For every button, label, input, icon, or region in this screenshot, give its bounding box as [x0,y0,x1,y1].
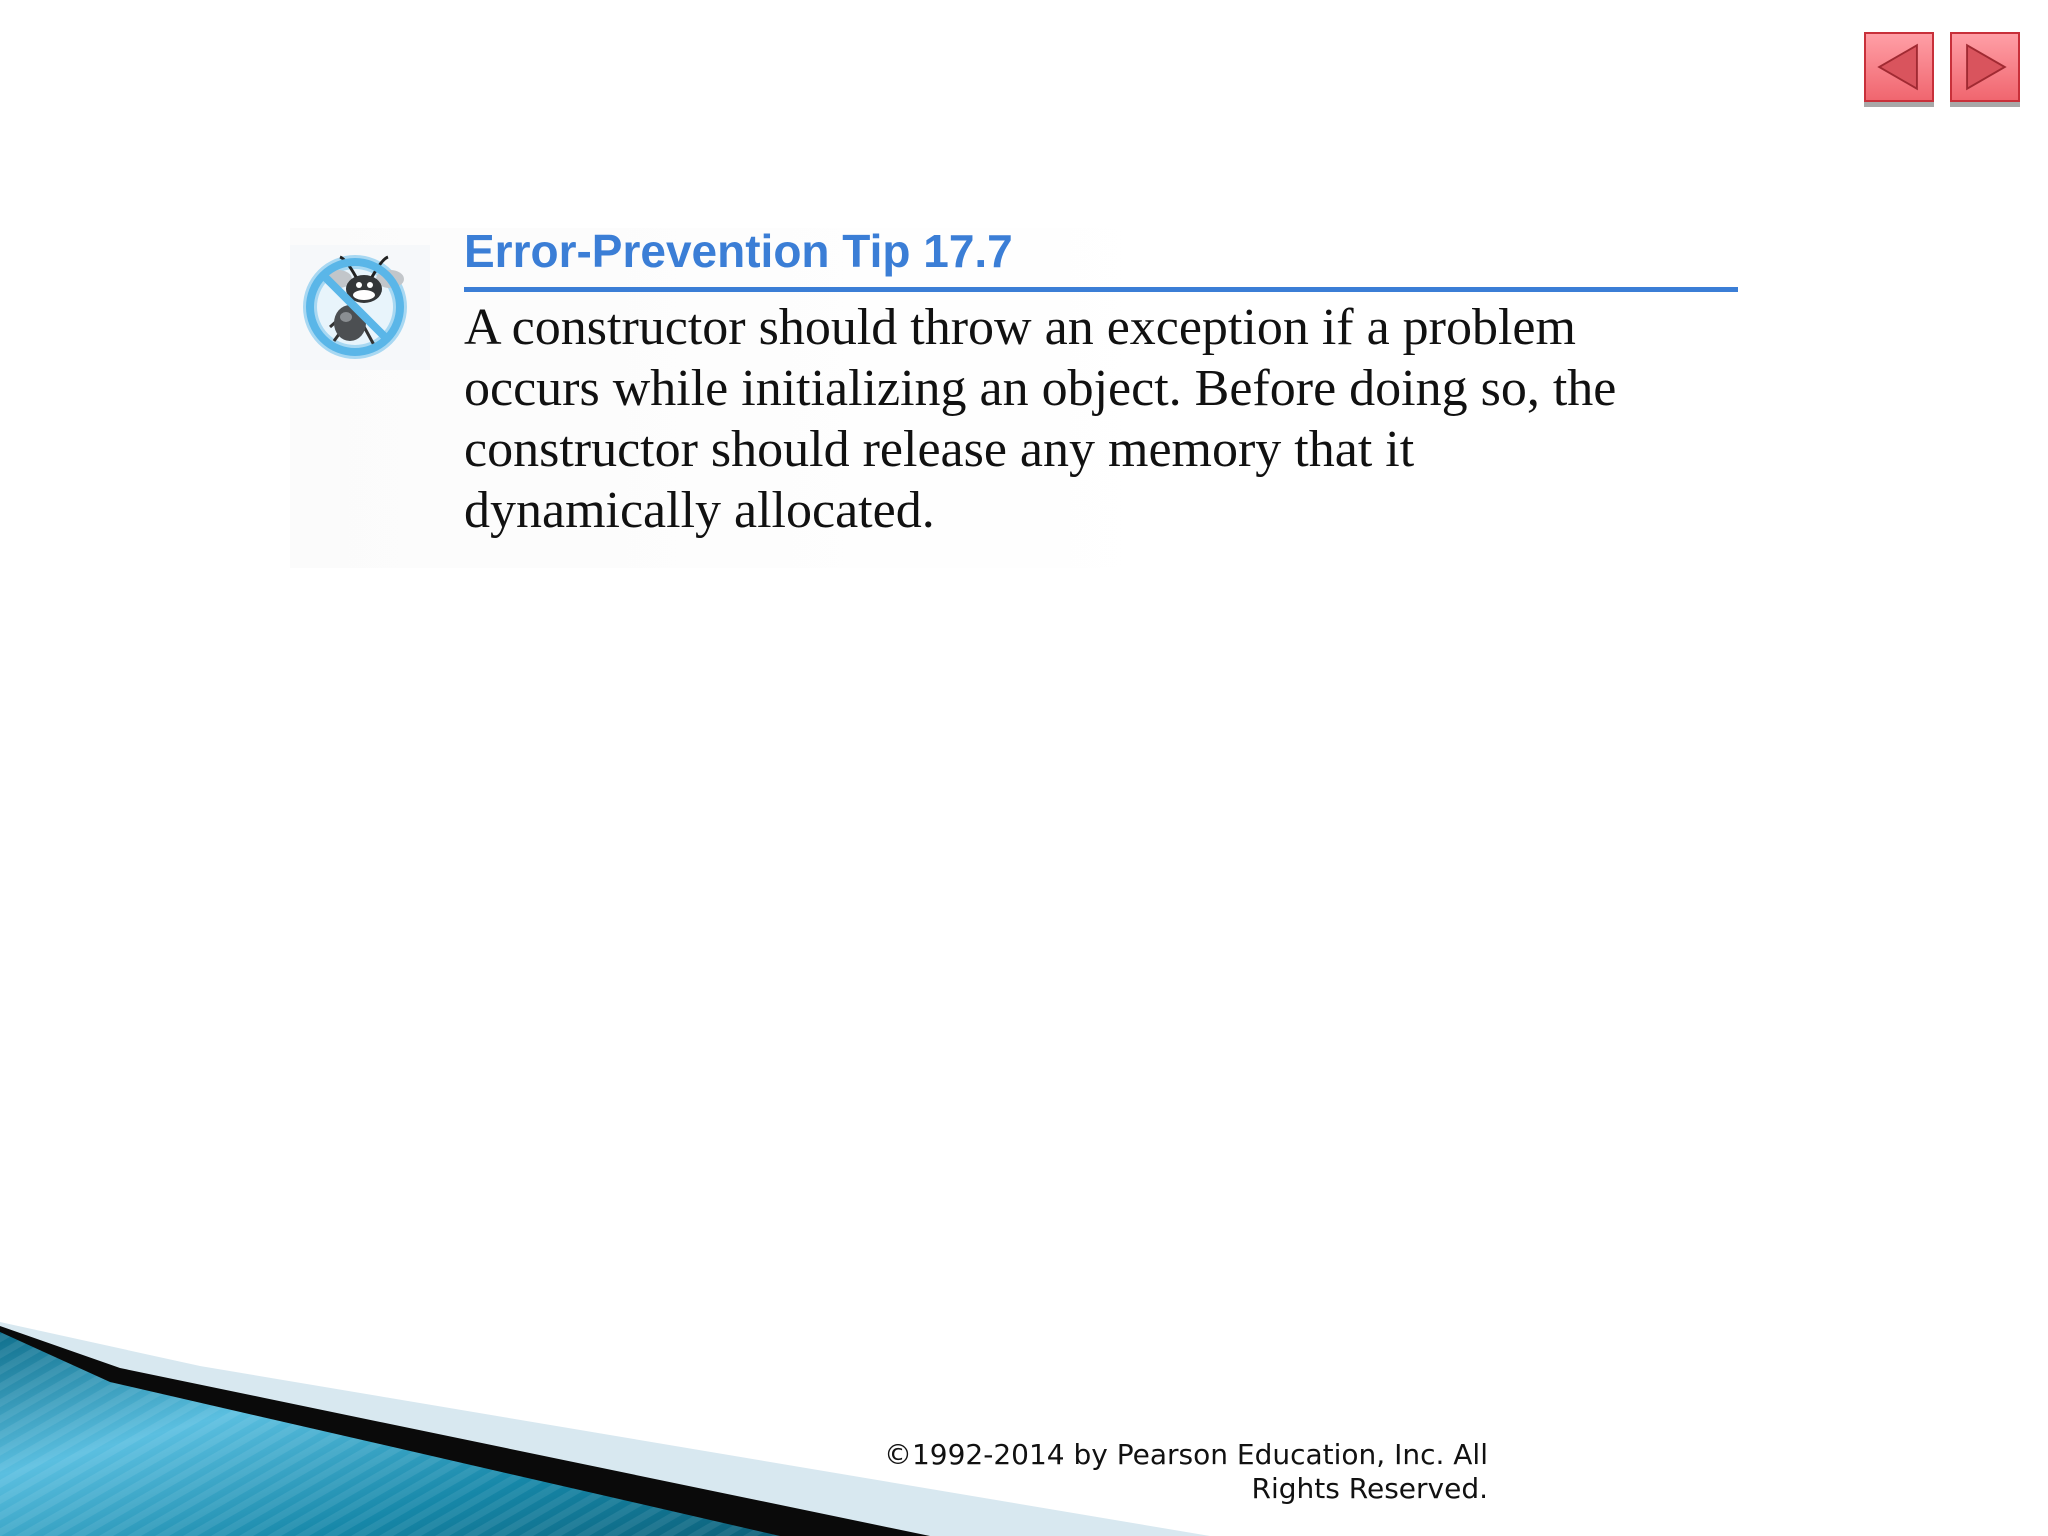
no-bug-icon [290,245,430,370]
copyright-line: Rights Reserved. [1251,1472,1488,1505]
triangle-right-icon [1952,34,2018,100]
previous-slide-button[interactable] [1864,32,1934,102]
title-divider [464,287,1738,292]
next-slide-button[interactable] [1950,32,2020,102]
triangle-left-icon [1866,34,1932,100]
tip-body-line: A constructor should throw an exception if a problem [464,299,1576,356]
tip-title: Error-Prevention Tip 17.7 [464,225,1013,277]
tip-body-line: dynamically allocated. [464,482,935,539]
tip-body-line: constructor should release any memory that it [464,421,1415,478]
tip-body-line: occurs while initializing an object. Before doing so, the [464,360,1617,417]
copyright-notice [884,1438,1488,1506]
copyright-line: ©1992-2014 by Pearson Education, Inc. All [883,1438,1488,1471]
tip-body [464,297,1754,541]
